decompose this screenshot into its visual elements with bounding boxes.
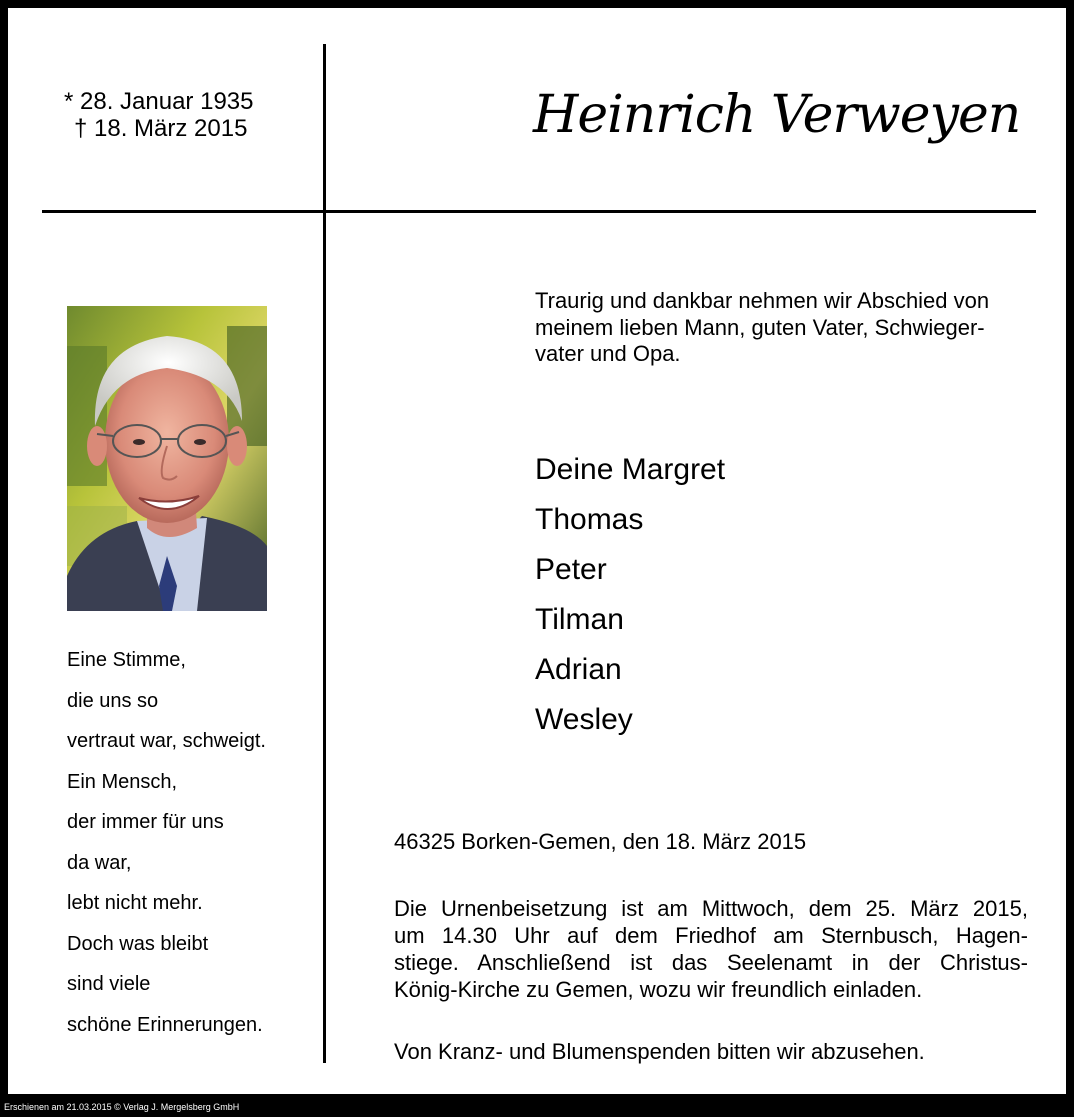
poem-line: sind viele — [67, 973, 151, 995]
family-names — [535, 445, 725, 745]
family-member: Wesley — [535, 703, 633, 736]
farewell-line: Traurig und dankbar nehmen wir Abschied von — [535, 288, 990, 313]
portrait-photo — [67, 306, 267, 611]
deceased-name: Heinrich Verweyen — [533, 85, 1021, 145]
family-member: Thomas — [535, 503, 644, 536]
funeral-line: Die Urnenbeisetzung ist am Mittwoch, dem 25. März 2015, — [394, 896, 1028, 921]
family-member: Tilman — [535, 603, 624, 636]
poem-line: Doch was bleibt — [67, 932, 209, 955]
poem-line: lebt nicht mehr. — [67, 892, 203, 914]
poem-line: Eine Stimme, — [67, 649, 186, 671]
family-member: Peter — [535, 553, 607, 586]
poem-line: die uns so — [67, 689, 159, 712]
flowers-note: Von Kranz- und Blumenspenden bitten wir abzusehen. — [394, 1039, 925, 1064]
funeral-info — [394, 895, 1028, 1003]
poem-line: schöne Erinnerungen. — [67, 1013, 263, 1036]
farewell-line: meinem lieben Mann, guten Vater, Schwieger- — [535, 314, 985, 340]
poem-line: der immer für uns — [67, 811, 224, 833]
place-date: 46325 Borken-Gemen, den 18. März 2015 — [394, 829, 807, 854]
funeral-line: stiege. Anschließend ist das Seelenamt in der Christus- — [394, 950, 1028, 975]
farewell-text — [535, 288, 1035, 368]
family-member: Deine Margret — [535, 453, 726, 486]
funeral-line: um 14.30 Uhr auf dem Friedhof am Sternbusch, Hagen- — [394, 923, 1028, 948]
cross-horizontal-line — [42, 210, 1036, 213]
memorial-poem — [67, 640, 266, 1045]
death-date: † 18. März 2015 — [74, 115, 248, 142]
life-dates — [64, 88, 253, 142]
birth-date: * 28. Januar 1935 — [64, 88, 254, 115]
funeral-line: König-Kirche zu Gemen, wozu wir freundlich einladen. — [394, 977, 923, 1002]
poem-line: da war, — [67, 851, 132, 874]
obituary-card — [8, 8, 1066, 1094]
publication-footer: Erschienen am 21.03.2015 © Verlag J. Mergelsberg GmbH — [4, 1102, 240, 1112]
family-member: Adrian — [535, 653, 622, 686]
farewell-line: vater und Opa. — [535, 341, 681, 366]
poem-line: Ein Mensch, — [67, 770, 178, 793]
cross-vertical-line — [323, 44, 326, 1063]
poem-line: vertraut war, schweigt. — [67, 730, 266, 752]
